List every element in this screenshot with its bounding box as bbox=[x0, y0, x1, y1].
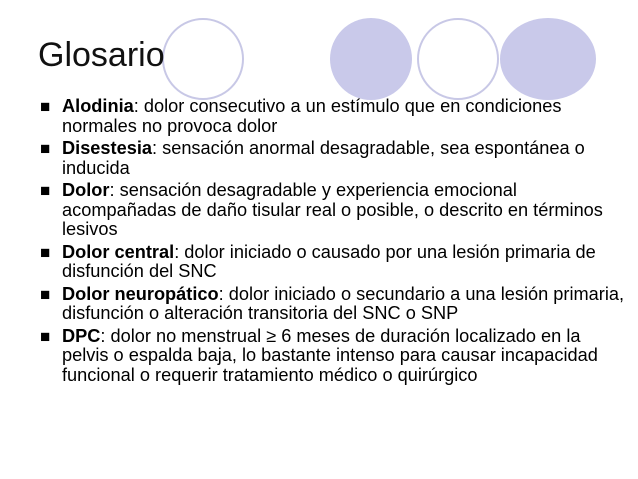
decorative-circle-outline-1 bbox=[162, 18, 244, 100]
square-bullet-icon: ■ bbox=[40, 139, 51, 158]
square-bullet-icon: ■ bbox=[40, 181, 51, 200]
square-bullet-icon: ■ bbox=[40, 326, 51, 346]
glossary-item-disestesia bbox=[40, 139, 630, 178]
glossary-term: Dolor bbox=[62, 180, 110, 200]
square-bullet-icon: ■ bbox=[40, 97, 51, 116]
glossary-term: Alodinia bbox=[62, 96, 134, 116]
glossary-item-dolor-central bbox=[40, 243, 630, 282]
glossary-term: Disestesia bbox=[62, 138, 152, 158]
slide-title: Glosario bbox=[38, 36, 165, 74]
square-bullet-icon: ■ bbox=[40, 284, 51, 304]
glossary-term: DPC bbox=[62, 325, 101, 346]
decorative-circle-outline-2 bbox=[417, 18, 499, 100]
glossary-definition: : dolor no menstrual ≥ 6 meses de duración localizado en la pelvis o espalda baja, lo bastante intenso para causar incapacidad funcional o requerir tratamiento médico o quirúrgico bbox=[62, 325, 598, 385]
glossary-item-dolor-neuropatico bbox=[40, 285, 630, 324]
glossary-item-dolor bbox=[40, 181, 630, 240]
glossary-term: Dolor central bbox=[62, 241, 175, 262]
glossary-definition: : dolor iniciado o causado por una lesión primaria de disfunción del SNC bbox=[62, 241, 596, 281]
glossary-definition: : sensación anormal desagradable, sea espontánea o inducida bbox=[62, 138, 585, 178]
glossary-definition: : sensación desagradable y experiencia emocional acompañadas de daño tisular real o posible, o descrito en términos lesivos bbox=[62, 180, 603, 239]
glossary-list bbox=[40, 97, 630, 388]
square-bullet-icon: ■ bbox=[40, 242, 51, 262]
glossary-definition: : dolor consecutivo a un estímulo que en condiciones normales no provoca dolor bbox=[62, 96, 562, 136]
decorative-circle-filled-2 bbox=[500, 18, 596, 100]
glossary-item-dpc bbox=[40, 327, 630, 386]
decorative-circle-filled-1 bbox=[330, 18, 412, 100]
glossary-item-alodinia bbox=[40, 97, 630, 136]
glossary-definition: : dolor iniciado o secundario a una lesión primaria, disfunción o alteración transitoria del SNC o SNP bbox=[62, 283, 625, 323]
glossary-term: Dolor neuropático bbox=[62, 283, 219, 304]
